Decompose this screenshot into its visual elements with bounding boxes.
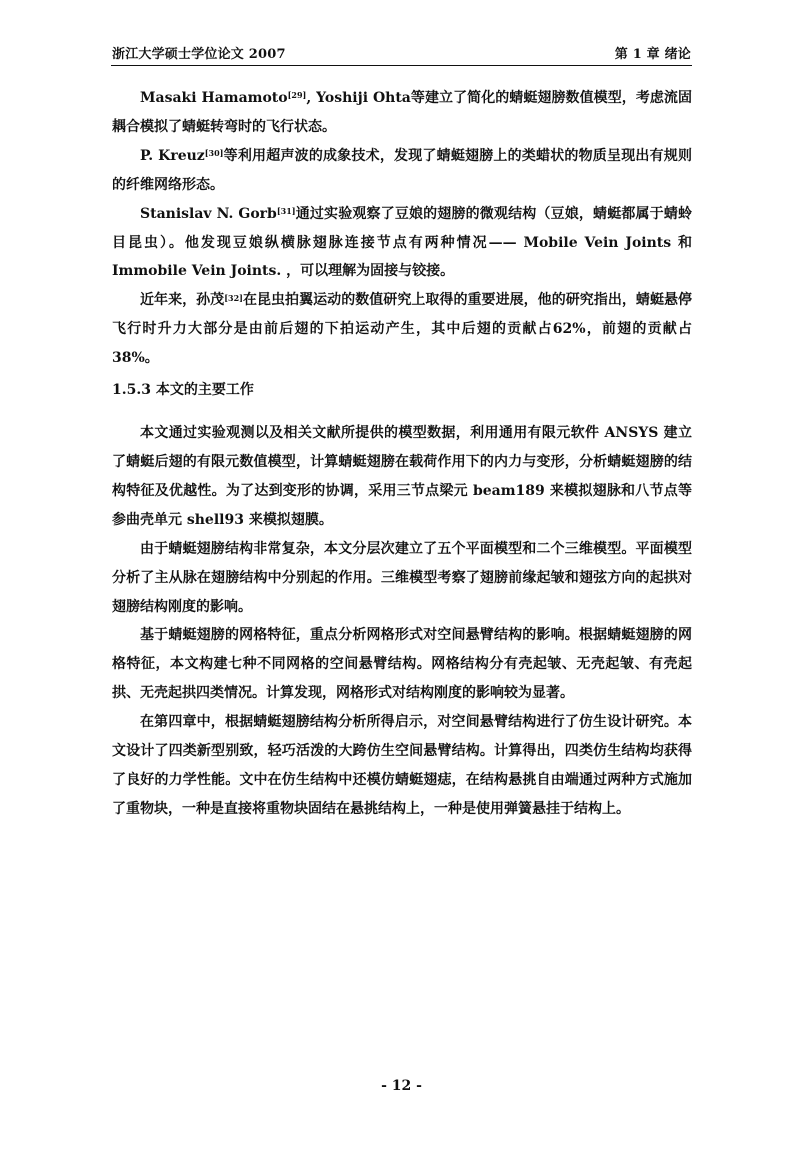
main-work-paragraph-1: 本文通过实验观测以及相关文献所提供的模型数据，利用通用有限元软件 ANSYS 建立了蜻蜓后翅的有限元数值模型，计算蜻蜓翅膀在载荷作用下的内力与变形，分析蜻蜓翅膀的结构特征及优越性。为了达到变形的协调，采用三节点梁元 beam189 来模拟翅脉和八节点等参曲壳单元 shell93 来模拟翅膜。 [112, 425, 692, 528]
page-number: - 12 - [381, 1078, 422, 1094]
header-right-text: 第 1 章 绪论 [614, 47, 691, 62]
paragraph-lead: P. Kreuz [140, 147, 205, 164]
main-work-paragraph-2: 由于蜻蜓翅膀结构非常复杂，本文分层次建立了五个平面模型和二个三维模型。平面模型分析了主从脉在翅膀结构中分别起的作用。三维模型考察了翅膀前缘起皱和翅弦方向的起拱对翅膀结构刚度的影响。 [112, 540, 692, 615]
paragraph-body: , Yoshiji Ohta等建立了简化的蜻蜓翅膀数值模型，考虑流固耦合模拟了蜻蜓转弯时的飞行状态。 [112, 90, 692, 135]
citation-30: [30] [204, 148, 224, 159]
reference-paragraph-hamamoto [112, 84, 692, 142]
paragraph-lead: 近年来，孙茂 [140, 292, 225, 309]
paragraph-lead: Stanislav N. Gorb [140, 205, 277, 222]
header-left-text: 浙江大学硕士学位论文 2007 [112, 47, 286, 62]
citation-32: [32] [224, 292, 243, 303]
section-heading: 1.5.3 本文的主要工作 [112, 382, 254, 399]
paragraph-body: 等利用超声波的成象技术，发现了蜻蜓翅膀上的类蜡状的物质呈现出有规则的纤维网络形态。 [112, 147, 693, 193]
citation-31: [31] [276, 206, 296, 217]
paragraph-body: 通过实验观察了豆娘的翅膀的微观结构（豆娘，蜻蜓都属于蜻蛉目昆虫）。他发现豆娘纵横脉翅脉连接节点有两种情况—— Mobile Vein Joints 和 Immobile Vein Joints. ，可以理解为固接与铰接。 [112, 205, 692, 280]
reference-paragraph-sun-mao [112, 286, 692, 373]
paragraph-body: 在昆虫拍翼运动的数值研究上取得的重要进展，他的研究指出，蜻蜓悬停飞行时升力大部分是由前后翅的下拍运动产生，其中后翅的贡献占62%，前翅的贡献占38%。 [112, 292, 693, 367]
main-work-paragraph-4: 在第四章中，根据蜻蜓翅膀结构分析所得启示，对空间悬臂结构进行了仿生设计研究。本文设计了四类新型别致，轻巧活泼的大跨仿生空间悬臂结构。计算得出，四类仿生结构均获得了良好的力学性能。文中在仿生结构中还模仿蜻蜓翅痣，在结构悬挑自由端通过两种方式施加了重物块，一种是直接将重物块固结在悬挑结构上，一种是使用弹簧悬挂于结构上。 [112, 714, 692, 817]
page-header [112, 38, 691, 62]
citation-29: [29] [287, 90, 307, 101]
page-body [112, 84, 692, 824]
main-work-paragraph-3: 基于蜻蜓翅膀的网格特征，重点分析网格形式对空间悬臂结构的影响。根据蜻蜓翅膀的网格特征，本文构建七种不同网格的空间悬臂结构。网格结构分有壳起皱、无壳起皱、有壳起拱、无壳起拱四类情况。计算发现，网格形式对结构刚度的影响较为显著。 [112, 627, 692, 702]
reference-paragraph-gorb [112, 200, 692, 287]
reference-paragraph-kreuz [112, 142, 692, 200]
paragraph-lead: Masaki Hamamoto [140, 90, 288, 106]
header-divider [111, 65, 692, 66]
